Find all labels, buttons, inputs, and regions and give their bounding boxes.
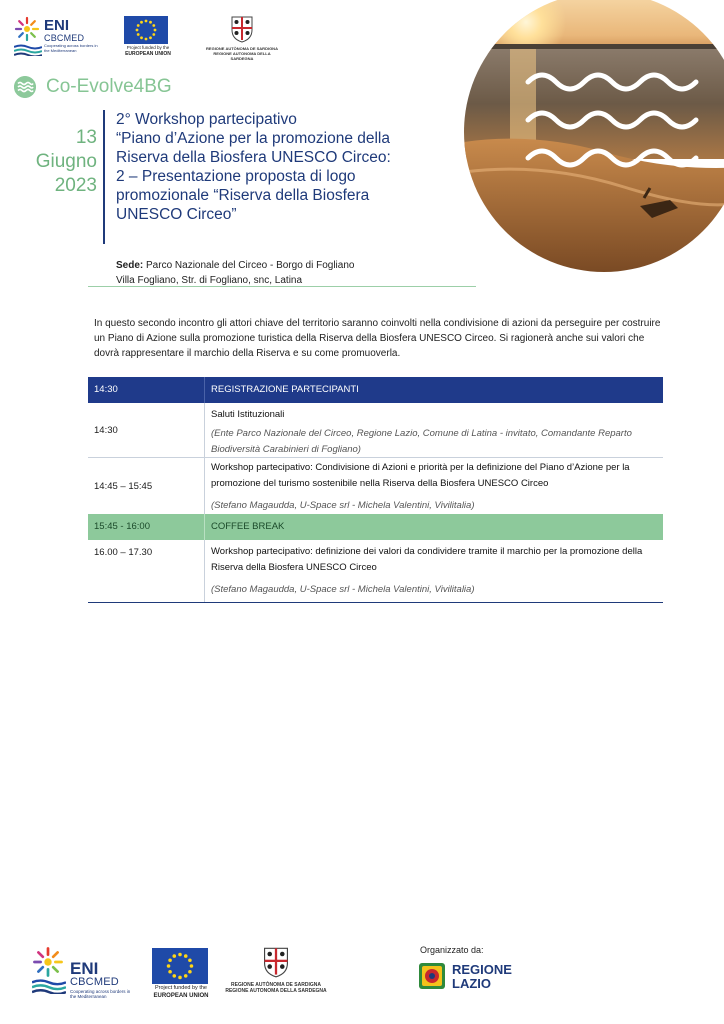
eu-stars-icon [152,948,208,984]
program-speakers: (Stefano Magaudda, U-Space srl - Michela Valentini, Vivilitalia) [211,500,475,511]
eni-tagline: Cooperating across borders in the Mediterranean [70,989,131,999]
table-row [88,540,663,603]
eni-sun-icon [32,946,64,978]
program-speakers: (Ente Parco Nazionale del Circeo, Regione Lazio, Comune di Latina - invitato, Comandante Reparto Biodiversità Carabinieri di Fogliano) [211,428,632,455]
title-line: UNESCO Circeo” [116,206,237,223]
row-time: 16.00 – 17.30 [94,547,153,558]
title-line: 2° Workshop partecipativo [116,111,297,128]
lazio-line-1: REGIONE [452,962,512,977]
eu-flag [124,16,168,44]
sardegna-logo [204,15,280,59]
title-line: “Piano d’Azione per la promozione della [116,130,390,147]
row-time: 14:45 – 15:45 [94,480,153,492]
row-label: REGISTRAZIONE PARTECIPANTI [204,377,663,403]
eni-cbcmed-logo [14,16,100,56]
brand-name: Co-Evolve4BG [46,76,172,97]
footer-sardegna-logo [224,946,328,1002]
eu-flag [152,948,208,984]
title-divider [103,110,105,244]
table-row [88,458,663,514]
row-body [204,458,663,514]
row-time: 14:30 [94,424,118,436]
date-day: 13 [75,127,97,148]
sardegna-caption [224,982,328,994]
eni-sub: CBCMED [70,976,119,988]
title-line: 2 – Presentazione proposta di logo [116,168,356,185]
venue [116,258,354,288]
sardegna-caption [204,46,280,61]
waves-icon [32,978,66,994]
sardegna-line-1: REGIONE AUTÒNOMA DE SARDIGNA [206,46,278,51]
date-month: Giugno [35,151,97,172]
sardegna-line-1: REGIONE AUTÒNOMA DE SARDIGNA [231,982,321,988]
row-time: 14:30 [94,384,118,395]
row-body [204,403,663,457]
intro-paragraph: In questo secondo incontro gli attori chiave del territorio saranno coinvolti nella condivisione di azioni da perseguire per costruire un Piano di Azione sulla promozione turistica della Riserva della Biosfera UNESCO Circeo. Si ragionerà anche sui valori che dovrà rappresentare il marchio della Riserva e su come promuoverla. [94,318,661,359]
date-year: 2023 [54,175,97,196]
eni-name: ENI [44,17,70,34]
program-title: Workshop partecipativo: definizione dei valori da condividere tramite il marchio per la promozione della Riserva della Biosfera UNESCO Circeo [211,546,643,573]
row-label: COFFEE BREAK [204,514,663,540]
eu-caption: Project funded by the [155,985,207,991]
title-line: promozionale “Riserva della Biosfera [116,187,370,204]
lazio-name [452,963,512,991]
table-row [88,403,663,458]
eni-sun-icon [14,16,40,42]
waves-badge-icon [14,76,36,98]
eu-logo [124,16,170,60]
coffee-break-row [88,514,663,540]
sardegna-shield-icon [262,946,290,978]
eu-name: EUROPEAN UNION [153,993,209,999]
schedule-table [88,377,663,603]
eu-name: EUROPEAN UNION [125,51,171,57]
organizer-label: Organizzato da: [420,945,484,955]
eni-name: ENI [70,959,99,978]
registration-row [88,377,663,403]
footer-eni-logo [32,946,136,1000]
venue-label: Sede: [116,260,144,271]
sunset-beach-photo [464,0,724,272]
program-title: Workshop partecipativo: Condivisione di Azioni e priorità per la definizione del Piano d’Azione per la promozione del turismo sostenibile nella Riserva della Biosfera UNESCO Circeo [211,462,630,489]
sardegna-line-2: REGIONE AUTONOMA DELLA SARDEGNA [213,51,271,61]
lazio-emblem-icon [418,962,446,990]
eu-caption: Project funded by the [126,45,170,50]
sunset-illustration [464,0,724,272]
footer-eu-logo [152,948,210,1002]
event-title [116,110,446,224]
eu-stars-icon [124,16,168,44]
program-title: Saluti Istituzionali [211,409,285,420]
lazio-line-2: LAZIO [452,976,491,991]
eni-sub: CBCMED [44,33,85,43]
venue-line-2: Villa Fogliano, Str. di Fogliano, snc, Latina [116,275,303,286]
sardegna-line-2: REGIONE AUTONOMA DELLA SARDEGNA [225,988,327,994]
row-time: 15:45 - 16:00 [94,521,150,532]
venue-divider [88,286,476,287]
row-body [204,540,663,602]
title-line: Riserva della Biosfera UNESCO Circeo: [116,149,391,166]
sardegna-shield-icon [230,15,254,43]
event-date [0,126,97,198]
venue-line-1: Parco Nazionale del Circeo - Borgo di Fogliano [146,260,355,271]
waves-icon [14,44,42,56]
eni-tagline: Cooperating across borders in the Mediterranean [44,43,98,53]
program-speakers: (Stefano Magaudda, U-Space srl - Michela Valentini, Vivilitalia) [211,584,475,595]
regione-lazio-logo [418,962,528,992]
